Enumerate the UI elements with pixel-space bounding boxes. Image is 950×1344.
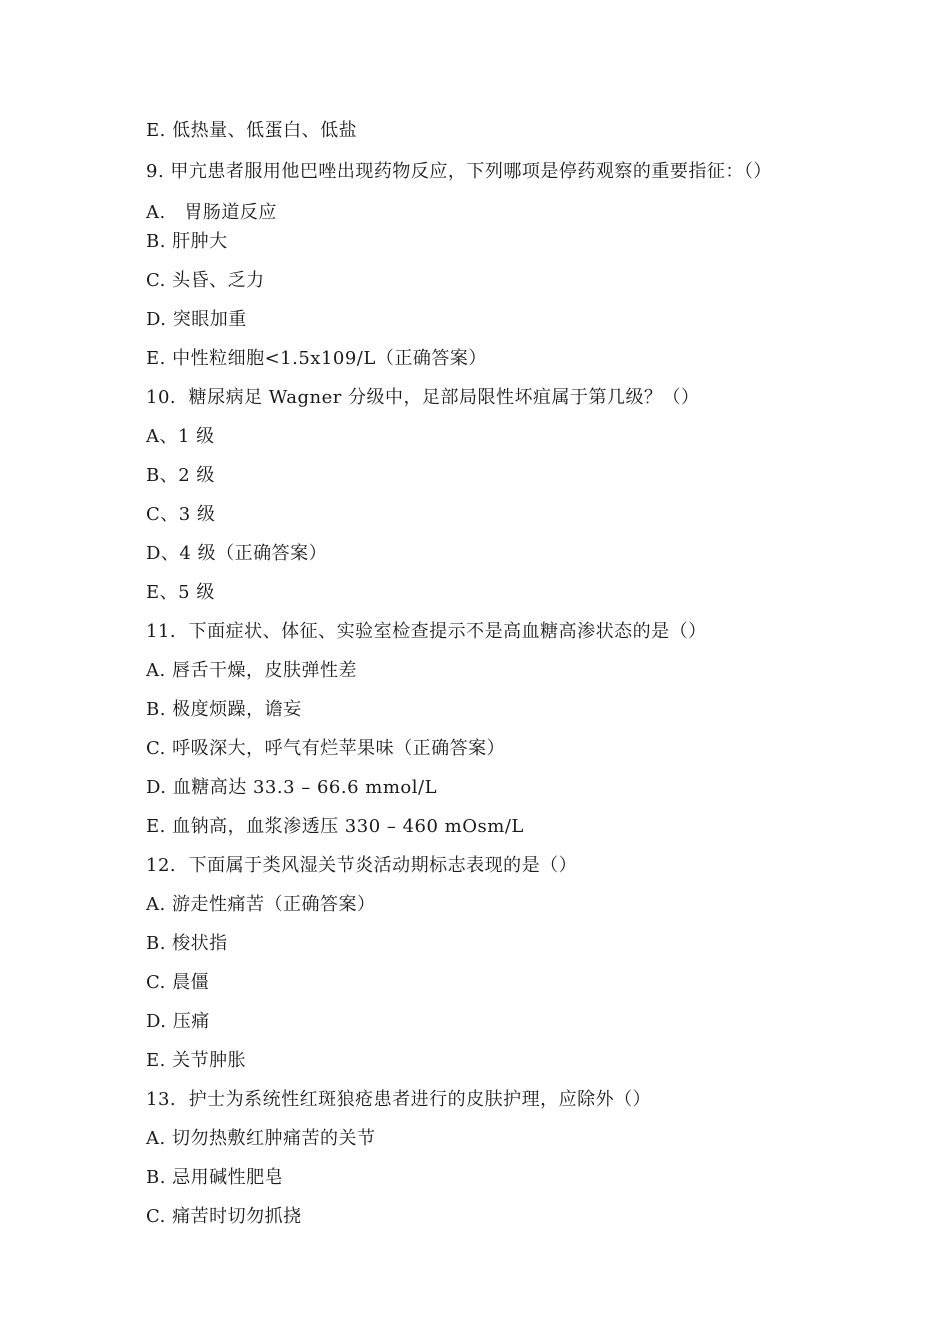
option-9e: E. 中性粒细胞<1.5x109/L（正确答案） (146, 348, 487, 369)
option-12b: B. 梭状指 (146, 933, 228, 954)
option-11d: D. 血糖高达 33.3 – 66.6 mmol/L (146, 777, 438, 798)
question-12: 12. 下面属于类风湿关节炎活动期标志表现的是（） (146, 855, 578, 876)
option-13b: B. 忌用碱性肥皂 (146, 1167, 284, 1188)
option-13c: C. 痛苦时切勿抓挠 (146, 1206, 302, 1227)
option-9b: B. 肝肿大 (146, 231, 228, 252)
option-9c: C. 头昏、乏力 (146, 270, 265, 291)
option-12e: E. 关节肿胀 (146, 1050, 247, 1071)
option-13a: A. 切勿热敷红肿痛苦的关节 (146, 1128, 376, 1149)
option-9d: D. 突眼加重 (146, 309, 247, 330)
option-11b: B. 极度烦躁，谵妄 (146, 699, 302, 720)
option-11e: E. 血钠高，血浆渗透压 330 – 460 mOsm/L (146, 816, 524, 837)
option-10b: B、2 级 (146, 465, 215, 486)
question-13: 13. 护士为系统性红斑狼疮患者进行的皮肤护理，应除外（） (146, 1089, 652, 1110)
option-8e: E. 低热量、低蛋白、低盐 (146, 120, 358, 141)
option-10c: C、3 级 (146, 504, 216, 525)
option-12a: A. 游走性痛苦（正确答案） (146, 894, 376, 915)
option-11c: C. 呼吸深大，呼气有烂苹果味（正确答案） (146, 738, 506, 759)
option-12c: C. 晨僵 (146, 972, 210, 993)
option-10e: E、5 级 (146, 582, 215, 603)
option-10a: A、1 级 (146, 426, 215, 447)
question-11: 11. 下面症状、体征、实验室检查提示不是高血糖高渗状态的是（） (146, 621, 707, 642)
option-11a: A. 唇舌干燥，皮肤弹性差 (146, 660, 357, 681)
option-12d: D. 压痛 (146, 1011, 210, 1032)
option-10d: D、4 级（正确答案） (146, 543, 328, 564)
option-9a: A. 胃肠道反应 (146, 202, 277, 223)
question-10: 10. 糖尿病足 Wagner 分级中，足部局限性坏疽属于第几级？（） (146, 387, 700, 408)
question-9: 9. 甲亢患者服用他巴唑出现药物反应，下列哪项是停药观察的重要指征：（） (146, 161, 772, 182)
